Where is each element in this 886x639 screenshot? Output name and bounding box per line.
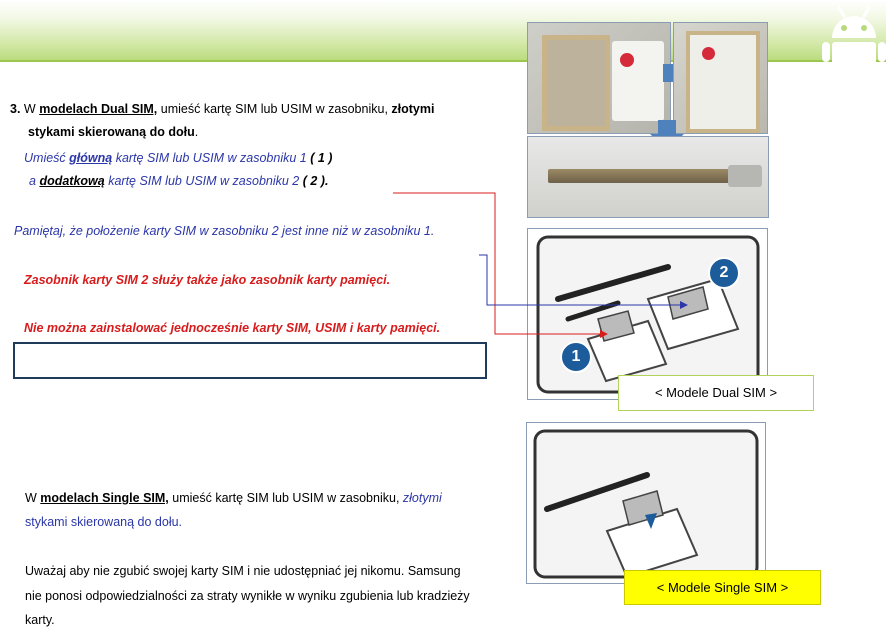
- dual-l3-a: Umieść: [24, 151, 70, 165]
- memory-card-warning: Zasobnik karty SIM 2 służy także jako zasobnik karty pamięci.: [24, 273, 391, 287]
- tray-2-badge: 2: [708, 257, 740, 289]
- dual-l2: stykami skierowaną do dołu: [28, 125, 195, 139]
- tray-2-ref: ( 2 ).: [302, 174, 329, 188]
- single-l1-a: W: [25, 491, 41, 505]
- tray-1-badge: 1: [560, 341, 592, 373]
- step-number: 3.: [10, 102, 21, 116]
- secondary-card-label: dodatkową: [39, 174, 105, 188]
- single-line-1: [25, 490, 442, 506]
- dual-l4-c: kartę SIM lub USIM w zasobniku 2: [104, 174, 303, 188]
- single-l1-c: umieść kartę SIM lub USIM w zasobniku,: [168, 491, 403, 505]
- dual-sim-caption: < Modele Dual SIM >: [618, 375, 814, 411]
- dual-l4-a: a: [29, 174, 40, 188]
- dual-l3-c: kartę SIM lub USIM w zasobniku 1: [112, 151, 311, 165]
- dual-l1-a: W: [20, 102, 40, 116]
- tray-1-ref: ( 1 ): [310, 151, 333, 165]
- single-sim-diagram: [526, 422, 766, 584]
- caution-line-2: nie ponosi odpowiedzialności za straty wynikłe w wyniku zgubienia lub kradzieży: [25, 589, 470, 603]
- dual-l2-dot: .: [194, 125, 199, 139]
- single-sim-caption: < Modele Single SIM >: [624, 570, 821, 605]
- dual-l1-d: złotymi: [391, 102, 435, 116]
- caution-line-1: Uważaj aby nie zgubić swojej karty SIM i nie udostępniać jej nikomu. Samsung: [25, 564, 461, 578]
- main-card-label: główną: [69, 151, 113, 165]
- dual-model-label: modelach Dual SIM,: [39, 102, 158, 116]
- dual-l1-c: umieść kartę SIM lub USIM w zasobniku,: [157, 102, 392, 116]
- single-line-2: stykami skierowaną do dołu.: [25, 515, 183, 529]
- single-model-label: modelach Single SIM,: [40, 491, 169, 505]
- exclusive-install-warning: Nie można zainstalować jednocześnie karty SIM, USIM i karty pamięci.: [24, 321, 441, 335]
- caution-line-3: karty.: [25, 613, 55, 627]
- tray-position-note: Pamiętaj, że położenie karty SIM w zasobniku 2 jest inne niż w zasobniku 1.: [14, 224, 435, 238]
- single-l1-d: złotymi: [402, 491, 442, 505]
